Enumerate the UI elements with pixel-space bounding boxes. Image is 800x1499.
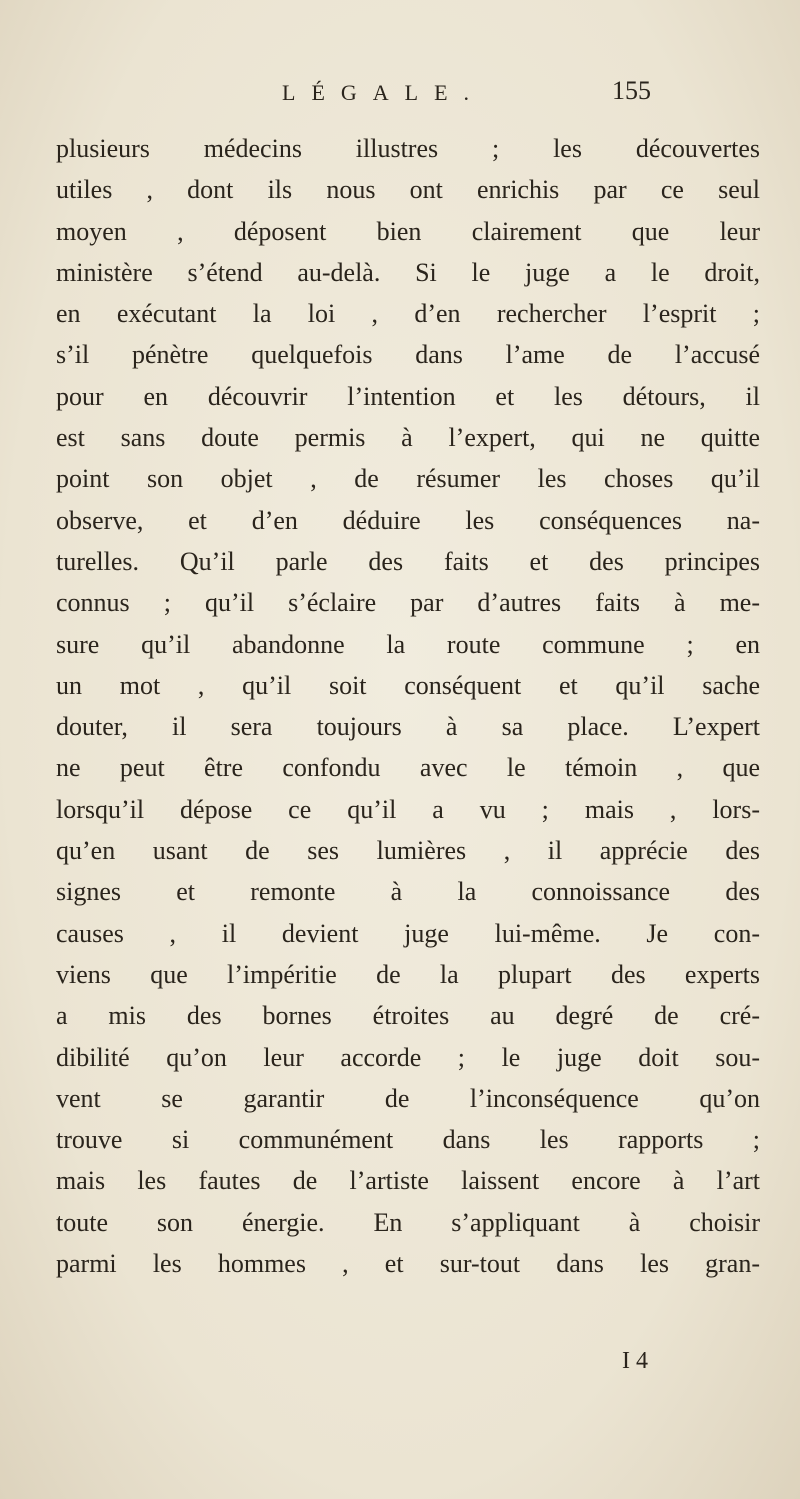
text-line: turelles. Qu’il parle des faits et des principes bbox=[56, 546, 760, 576]
text-line: sure qu’il abandonne la route commune ; en bbox=[56, 629, 760, 659]
text-line: causes , il devient juge lui-même. Je con- bbox=[56, 918, 760, 948]
text-line: plusieurs médecins illustres ; les découvertes bbox=[56, 134, 760, 163]
running-title: LÉGALE. bbox=[282, 80, 486, 105]
text-line: mais les fautes de l’artiste laissent encore à l’art bbox=[56, 1166, 760, 1196]
text-line: point son objet , de résumer les choses qu’il bbox=[56, 464, 760, 494]
text-line: s’il pénètre quelquefois dans l’ame de l’accusé bbox=[56, 340, 760, 370]
text-line: douter, il sera toujours à sa place. L’expert bbox=[56, 712, 760, 742]
text-line: utiles , dont ils nous ont enrichis par ce seul bbox=[56, 175, 760, 205]
text-line: a mis des bornes étroites au degré de cré- bbox=[56, 1001, 760, 1031]
signature-mark: I 4 bbox=[622, 1348, 648, 1374]
text-line: qu’en usant de ses lumières , il apprécie des bbox=[56, 836, 760, 866]
text-line: pour en découvrir l’intention et les détours, il bbox=[56, 381, 760, 411]
text-line: toute son énergie. En s’appliquant à choisir bbox=[56, 1207, 760, 1237]
text-line: signes et remonte à la connoissance des bbox=[56, 877, 760, 907]
text-line: ne peut être confondu avec le témoin , que bbox=[56, 753, 760, 783]
text-line: ministère s’étend au-delà. Si le juge a le droit, bbox=[56, 257, 760, 287]
text-line: trouve si communément dans les rapports ; bbox=[56, 1125, 760, 1155]
text-line: vent se garantir de l’inconséquence qu’on bbox=[56, 1083, 760, 1113]
page-header bbox=[0, 76, 800, 120]
text-line: lorsqu’il dépose ce qu’il a vu ; mais , lors- bbox=[56, 794, 760, 824]
text-line: en exécutant la loi , d’en rechercher l’esprit ; bbox=[56, 299, 760, 329]
page-number: 155 bbox=[612, 76, 651, 105]
text-line: parmi les hommes , et sur-tout dans les gran- bbox=[56, 1249, 760, 1279]
text-line: est sans doute permis à l’expert, qui ne quitte bbox=[56, 423, 760, 453]
text-line: dibilité qu’on leur accorde ; le juge doit sou- bbox=[56, 1042, 760, 1072]
text-line: observe, et d’en déduire les conséquences na- bbox=[56, 505, 760, 535]
body-text bbox=[56, 128, 760, 1284]
text-line: un mot , qu’il soit conséquent et qu’il sache bbox=[56, 670, 760, 700]
text-line: moyen , déposent bien clairement que leur bbox=[56, 216, 760, 246]
text-line: connus ; qu’il s’éclaire par d’autres faits à me- bbox=[56, 588, 760, 618]
text-line: viens que l’impéritie de la plupart des experts bbox=[56, 959, 760, 989]
